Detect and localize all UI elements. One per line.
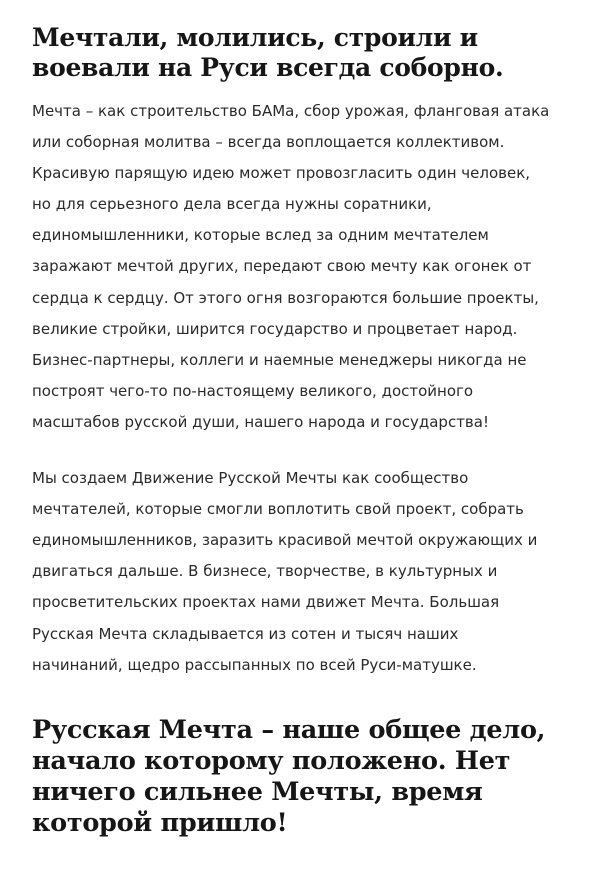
heading-line: которой пришло! <box>32 807 288 838</box>
heading-line: Русская Мечта – наше общее дело, <box>32 714 546 745</box>
heading-line: начало которому положено. Нет <box>32 745 511 776</box>
paragraph-line: Красивую парящую идею может провозгласить один человек, <box>32 164 531 183</box>
paragraph-line: сердца к сердцу. От этого огня возгораются большие проекты, <box>32 288 539 307</box>
paragraph-line: или соборная молитва – всегда воплощается коллективом. <box>32 133 505 152</box>
paragraph-line: начинаний, щедро рассыпанных по всей Руси-матушке. <box>32 655 477 674</box>
paragraph-line: построят чего-то по-настоящему великого, достойного <box>32 381 474 400</box>
article <box>32 0 580 839</box>
paragraph-line: Мы создаем Движение Русской Мечты как сообщество <box>32 469 469 488</box>
paragraph-line: великие стройки, ширится государство и процветает народ. <box>32 319 518 338</box>
article-heading-bottom <box>32 715 580 839</box>
heading-line: ничего сильнее Мечты, время <box>32 776 483 807</box>
paragraph-line: единомышленники, которые вслед за одним мечтателем <box>32 226 489 245</box>
article-paragraph-1 <box>32 96 580 438</box>
paragraph-line: Русская Мечта складывается из сотен и тысяч наших <box>32 624 459 643</box>
paragraph-line: заражают мечтой других, передают свою мечту как огонек от <box>32 257 532 276</box>
article-heading-top <box>32 23 580 83</box>
paragraph-line: единомышленников, заразить красивой мечтой окружающих и <box>32 531 538 550</box>
paragraph-line: мечтателей, которые смогли воплотить свой проект, собрать <box>32 500 524 519</box>
paragraph-line: Мечта – как строительство БАМа, сбор урожая, фланговая атака <box>32 102 550 120</box>
paragraph-line: Бизнес-партнеры, коллеги и наемные менеджеры никогда не <box>32 350 527 369</box>
heading-line: воевали на Руси всегда соборно. <box>32 53 504 82</box>
paragraph-line: но для серьезного дела всегда нужны соратники, <box>32 195 432 214</box>
heading-line: Мечтали, молились, строили и <box>32 23 478 52</box>
article-paragraph-2 <box>32 463 580 681</box>
paragraph-line: просветительских проектах нами движет Мечта. Большая <box>32 593 500 612</box>
paragraph-line: масштабов русской души, нашего народа и государства! <box>32 412 489 431</box>
paragraph-line: двигаться дальше. В бизнесе, творчестве, в культурных и <box>32 562 498 581</box>
